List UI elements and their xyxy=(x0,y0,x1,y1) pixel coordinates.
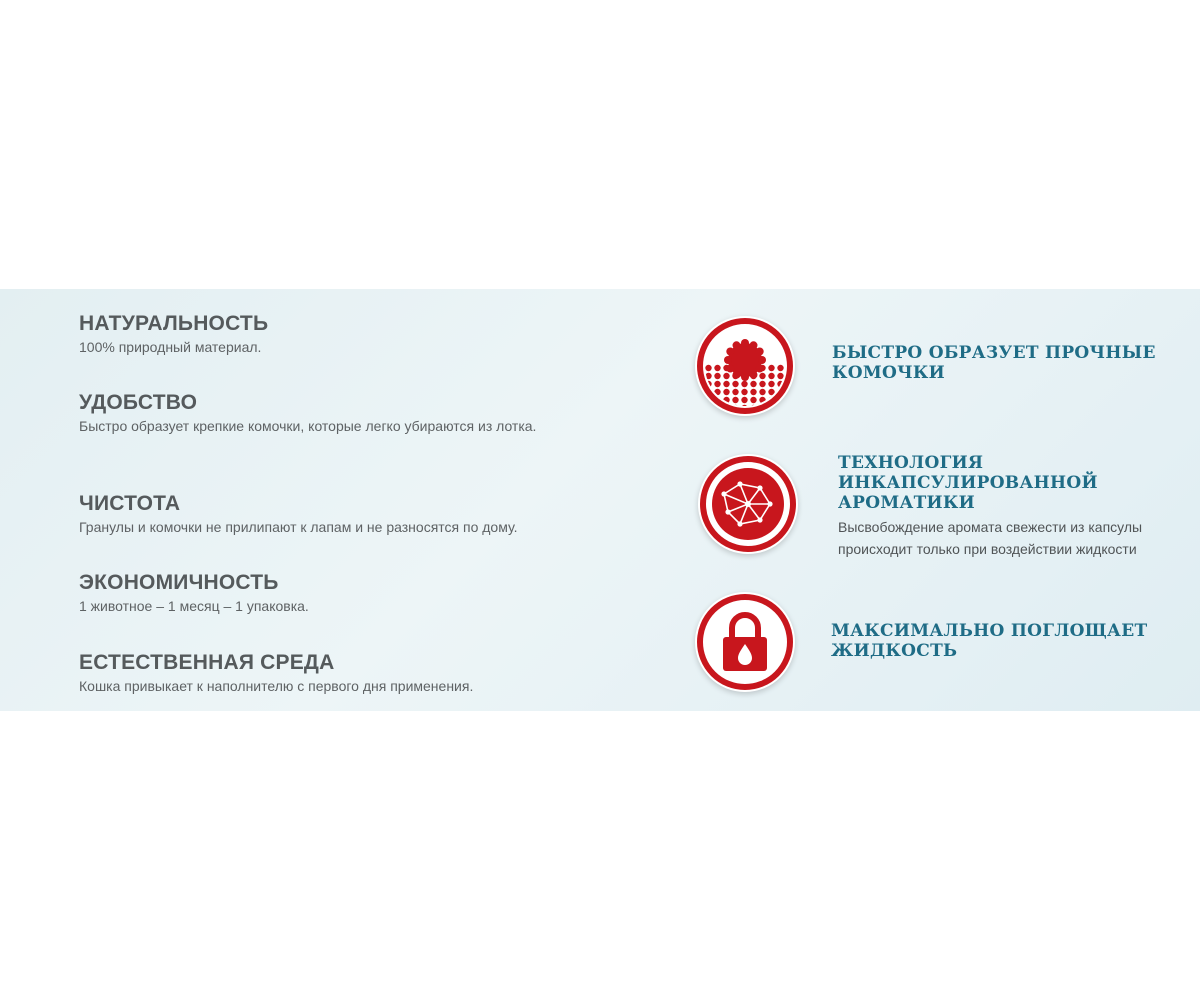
feature-description: Кошка привыкает к наполнителю с первого дня применения. xyxy=(79,678,474,694)
lock-drop-icon xyxy=(695,592,795,692)
feature-naturalness xyxy=(79,312,599,358)
aroma-capsule-icon xyxy=(698,454,798,554)
feature-description: Быстро образует крепкие комочки, которые легко убираются из лотка. xyxy=(79,418,537,434)
clumping-granules-icon xyxy=(695,316,795,416)
title-line: МАКСИМАЛЬНО ПОГЛОЩАЕТ xyxy=(831,621,1148,641)
feature-description: 100% природный материал. xyxy=(79,339,262,355)
title-line: КОМОЧКИ xyxy=(832,363,946,383)
advantage-absorption-title xyxy=(831,621,1161,661)
feature-description: Гранулы и комочки не прилипают к лапам и не разносятся по дому. xyxy=(79,519,518,535)
features-banner xyxy=(0,289,1200,711)
feature-title: НАТУРАЛЬНОСТЬ xyxy=(79,312,269,335)
title-line: ИНКАПСУЛИРОВАННОЙ xyxy=(838,473,1098,493)
title-line: ТЕХНОЛОГИЯ xyxy=(838,453,984,473)
feature-title: ЧИСТОТА xyxy=(79,492,181,515)
feature-cleanliness xyxy=(79,492,599,538)
title-line: БЫСТРО ОБРАЗУЕТ ПРОЧНЫЕ xyxy=(832,343,1156,363)
feature-economy xyxy=(79,571,599,617)
feature-title: ЕСТЕСТВЕННАЯ СРЕДА xyxy=(79,651,335,674)
feature-description: 1 животное – 1 месяц – 1 упаковка. xyxy=(79,598,309,614)
advantage-aroma-description xyxy=(838,516,1188,560)
title-line: ЖИДКОСТЬ xyxy=(831,641,958,661)
desc-line: происходит только при воздействии жидкости xyxy=(838,541,1137,557)
feature-convenience xyxy=(79,391,599,437)
feature-title: УДОБСТВО xyxy=(79,391,198,414)
title-line: АРОМАТИКИ xyxy=(838,493,976,513)
feature-natural-environment xyxy=(79,651,599,697)
advantage-clumping-title xyxy=(832,343,1162,383)
advantage-aroma-title xyxy=(838,453,1168,513)
desc-line: Высвобождение аромата свежести из капсулы xyxy=(838,519,1143,535)
feature-title: ЭКОНОМИЧНОСТЬ xyxy=(79,571,279,594)
